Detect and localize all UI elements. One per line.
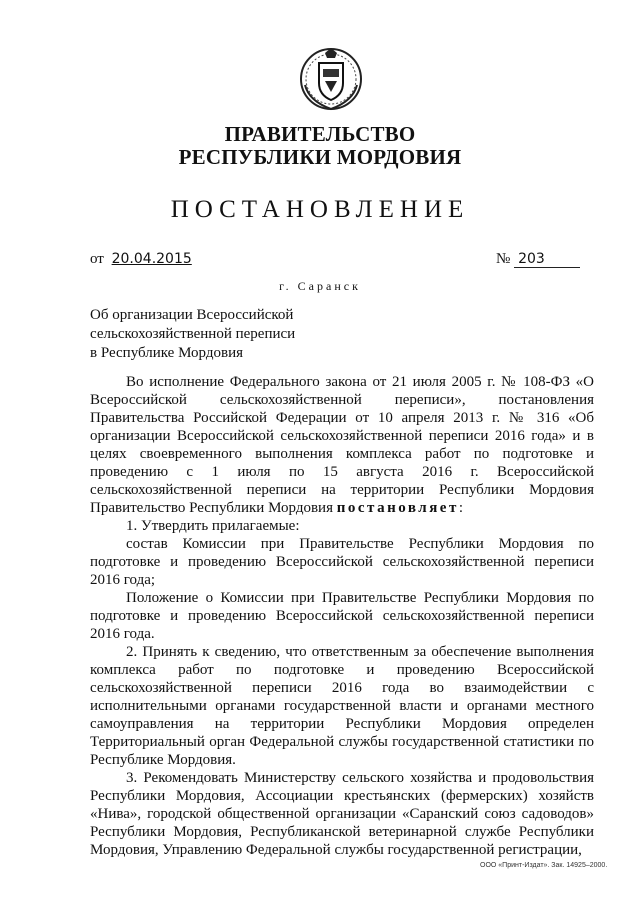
number-prefix: №	[496, 251, 511, 267]
government-title: ПРАВИТЕЛЬСТВО	[224, 122, 416, 146]
body-paragraph: 1. Утвердить прилагаемые:	[126, 518, 300, 534]
body-paragraph: состав Комиссии при Правительстве Республики Мордовия по подготовке и проведению Всероссийской сельскохозяйственной переписи 2016 года;	[90, 536, 594, 588]
printer-footer: ООО «Принт-Издат». Зак. 14925–2000.	[480, 862, 608, 869]
subject-line: сельскохозяйственной переписи	[90, 326, 296, 342]
coat-of-arms-emblem	[295, 45, 367, 113]
subject-line: Об организации Всероссийской	[90, 307, 294, 323]
document-type: ПОСТАНОВЛЕНИЕ	[170, 196, 470, 223]
preamble-text: Во исполнение Федерального закона от 21 июля 2005 г. № 108-ФЗ «О Всероссийской сельскохозяйственной переписи», постановления Правительства Российской Федерации от 10 апреля 2013 г. № 316 «Об организации Всероссийской сельскохозяйственной переписи 2016 года» и в целях своевременного выполнения комплекса работ по подготовке и проведению с 1 июля по 15 августа 2016 г. Всероссийской сельскохозяйственной переписи на территории Республики Мордовия Правительство Республики Мордовия	[90, 374, 594, 516]
body-paragraph: Положение о Комиссии при Правительстве Республики Мордовия по подготовке и проведению Всероссийской сельскохозяйственной переписи 2016 года.	[90, 590, 594, 642]
number-line	[496, 251, 580, 268]
document-date: 20.04.2015	[111, 251, 192, 267]
body-paragraph: 2. Принять к сведению, что ответственным за обеспечение выполнения комплекса работ по подготовке и проведению Всероссийской сельскохозяйственной переписи 2016 года во взаимодействии с исполнительными органами государственной власти и органами местного самоуправления на территории Республики Мордовия определен Территориальный орган Федеральной службы государственной статистики по Республике Мордовия.	[90, 644, 594, 768]
date-line	[90, 251, 192, 268]
document-subject	[90, 306, 295, 363]
body-paragraph	[90, 373, 594, 517]
document-number: 203	[514, 251, 580, 268]
government-region: РЕСПУБЛИКИ МОРДОВИЯ	[178, 145, 462, 169]
date-prefix: от	[90, 251, 104, 267]
city: г. Саранск	[279, 279, 361, 293]
document-body	[90, 373, 594, 859]
resolution-keyword: постановляет	[336, 500, 459, 516]
preamble-end: :	[458, 500, 464, 516]
body-paragraph: 3. Рекомендовать Министерству сельского хозяйства и продовольствия Республики Мордовия, Ассоциации крестьянских (фермерских) хозяйств «Нива», городской общественной организации «Саранский союз садоводов» Республики Мордовия, Республиканской ветеринарной службе Республики Мордовия, Управлению Федеральной службы государственной регистрации,	[90, 770, 594, 858]
subject-line: в Республике Мордовия	[90, 345, 243, 361]
